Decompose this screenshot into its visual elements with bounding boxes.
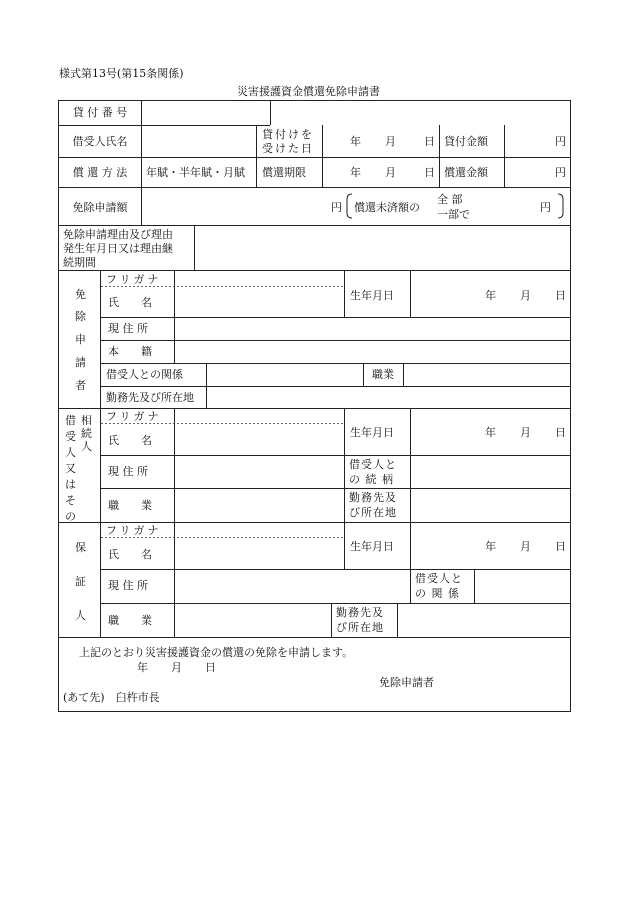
unpaid-label: 償還未済額の bbox=[354, 201, 420, 214]
applicant-address-field[interactable] bbox=[175, 318, 570, 340]
applicant-furigana-label: フリガナ bbox=[106, 273, 162, 286]
guarantor-dob-year: 年 bbox=[485, 540, 496, 553]
loan-amount-label: 貸付金額 bbox=[444, 135, 488, 148]
applicant-name-label: 氏 名 bbox=[108, 296, 152, 309]
guarantor-section-char-3: 人 bbox=[75, 609, 86, 622]
applicant-workplace-label: 勤務先及び所在地 bbox=[106, 391, 194, 404]
guarantor-section-char-2: 証 bbox=[75, 575, 86, 588]
applicant-section-char-3: 申 bbox=[75, 333, 86, 346]
applicant-section-char-1: 免 bbox=[75, 288, 86, 301]
repay-period-month: 月 bbox=[385, 166, 396, 179]
borrower-name-field[interactable] bbox=[142, 126, 256, 157]
heir-address-label: 現 住 所 bbox=[108, 465, 148, 478]
heir-address-field[interactable] bbox=[175, 456, 344, 488]
heir-workplace-label-2: び所在地 bbox=[349, 506, 397, 519]
guarantor-occupation-field[interactable] bbox=[175, 604, 331, 637]
addressee: (あて先) 臼杵市長 bbox=[63, 691, 160, 704]
page-title: 災害援護資金償還免除申請書 bbox=[237, 85, 380, 98]
heir-section-sub-char-1: 相 bbox=[81, 414, 92, 427]
heir-furigana-label: フリガナ bbox=[106, 410, 162, 423]
guarantor-dob-month: 月 bbox=[520, 540, 531, 553]
heir-name-label: 氏 名 bbox=[108, 434, 152, 447]
declaration-day: 日 bbox=[205, 661, 216, 674]
heir-name-field[interactable] bbox=[175, 409, 344, 455]
applicant-dob-label: 生年月日 bbox=[350, 289, 394, 302]
loan-date-label-1: 貸付けを bbox=[262, 128, 314, 141]
reason-label-2: 発生年月日又は理由継 bbox=[63, 242, 173, 255]
heir-relation-label-1: 借受人と bbox=[349, 458, 397, 471]
heir-dob-year: 年 bbox=[485, 426, 496, 439]
loan-date-day: 日 bbox=[424, 135, 435, 148]
heir-occupation-label: 職 業 bbox=[108, 499, 152, 512]
applicant-relation-label: 借受人との関係 bbox=[106, 368, 183, 381]
declaration-month: 月 bbox=[171, 661, 182, 674]
heir-section-char-7: の bbox=[65, 510, 76, 523]
guarantor-dob-day: 日 bbox=[555, 540, 566, 553]
heir-section-sub-char-3: 人 bbox=[81, 440, 92, 453]
guarantor-relation-label-1: 借受人と bbox=[415, 572, 463, 585]
applicant-signature-label: 免除申請者 bbox=[379, 676, 434, 689]
heir-section-char-4: 又 bbox=[65, 462, 76, 475]
repay-period-year: 年 bbox=[350, 166, 361, 179]
exemption-amount-yen: 円 bbox=[331, 201, 342, 214]
loan-date-label-2: 受けた日 bbox=[262, 142, 314, 155]
loan-date-month: 月 bbox=[385, 135, 396, 148]
repay-method-options[interactable]: 年賦・半年賦・月賦 bbox=[146, 166, 245, 179]
declaration-statement: 上記のとおり災害援護資金の償還の免除を申請します。 bbox=[79, 646, 354, 659]
borrower-name-label: 借受人氏名 bbox=[72, 135, 128, 148]
guarantor-name-field[interactable] bbox=[175, 523, 344, 569]
heir-section-char-2: 受 bbox=[65, 430, 76, 443]
reason-field[interactable] bbox=[195, 226, 570, 270]
applicant-section-char-4: 請 bbox=[75, 356, 86, 369]
declaration-year: 年 bbox=[137, 661, 148, 674]
loan-number-field[interactable] bbox=[142, 101, 270, 125]
loan-number-label: 貸 付 番 号 bbox=[72, 106, 128, 119]
exemption-amount-label: 免除申請額 bbox=[72, 201, 128, 214]
loan-amount-yen: 円 bbox=[555, 135, 566, 148]
guarantor-workplace-label-2: び所在地 bbox=[336, 621, 384, 634]
guarantor-name-label: 氏 名 bbox=[108, 548, 152, 561]
all-option[interactable]: 全 部 bbox=[437, 193, 463, 206]
unpaid-yen: 円 bbox=[540, 201, 551, 214]
guarantor-furigana-label: フリガナ bbox=[106, 524, 162, 537]
repay-amount-label: 償還金額 bbox=[444, 166, 488, 179]
heir-section-char-1: 借 bbox=[65, 414, 76, 427]
repay-period-day: 日 bbox=[424, 166, 435, 179]
heir-dob-day: 日 bbox=[555, 426, 566, 439]
loan-date-year: 年 bbox=[350, 135, 361, 148]
applicant-domicile-label: 本 籍 bbox=[108, 345, 152, 358]
heir-dob-label: 生年月日 bbox=[350, 426, 394, 439]
applicant-domicile-field[interactable] bbox=[175, 341, 570, 363]
applicant-dob-month: 月 bbox=[520, 289, 531, 302]
guarantor-dob-label: 生年月日 bbox=[350, 540, 394, 553]
reason-label-1: 免除申請理由及び理由 bbox=[63, 228, 173, 241]
heir-relation-label-2: の 続 柄 bbox=[349, 473, 394, 486]
applicant-section-char-2: 除 bbox=[75, 310, 86, 323]
repay-amount-yen: 円 bbox=[555, 166, 566, 179]
applicant-name-field[interactable] bbox=[175, 271, 344, 317]
heir-workplace-label-1: 勤務先及 bbox=[349, 491, 397, 504]
heir-section-char-6: そ bbox=[65, 494, 76, 507]
guarantor-address-field[interactable] bbox=[175, 570, 410, 603]
applicant-workplace-field[interactable] bbox=[207, 387, 570, 408]
heir-dob-month: 月 bbox=[520, 426, 531, 439]
applicant-dob-day: 日 bbox=[555, 289, 566, 302]
repay-method-label: 償 還 方 法 bbox=[72, 166, 128, 179]
applicant-occupation-label: 職業 bbox=[372, 368, 394, 381]
heir-section-sub-char-2: 続 bbox=[81, 427, 92, 440]
applicant-section-char-5: 者 bbox=[75, 379, 86, 392]
guarantor-workplace-label-1: 勤務先及 bbox=[336, 606, 384, 619]
repay-period-label: 償還期限 bbox=[262, 166, 306, 179]
guarantor-address-label: 現 住 所 bbox=[108, 579, 148, 592]
reason-label-3: 続期間 bbox=[63, 256, 96, 269]
applicant-dob-year: 年 bbox=[485, 289, 496, 302]
heir-occupation-field[interactable] bbox=[175, 489, 344, 522]
applicant-address-label: 現 住 所 bbox=[108, 322, 148, 335]
guarantor-section-char-1: 保 bbox=[75, 541, 86, 554]
part-option[interactable]: 一部で bbox=[437, 208, 470, 221]
guarantor-occupation-label: 職 業 bbox=[108, 614, 152, 627]
heir-section-char-5: は bbox=[65, 478, 76, 491]
form-number: 様式第13号(第15条関係) bbox=[59, 67, 184, 80]
guarantor-relation-label-2: の 関 係 bbox=[415, 587, 460, 600]
heir-section-char-3: 人 bbox=[65, 446, 76, 459]
